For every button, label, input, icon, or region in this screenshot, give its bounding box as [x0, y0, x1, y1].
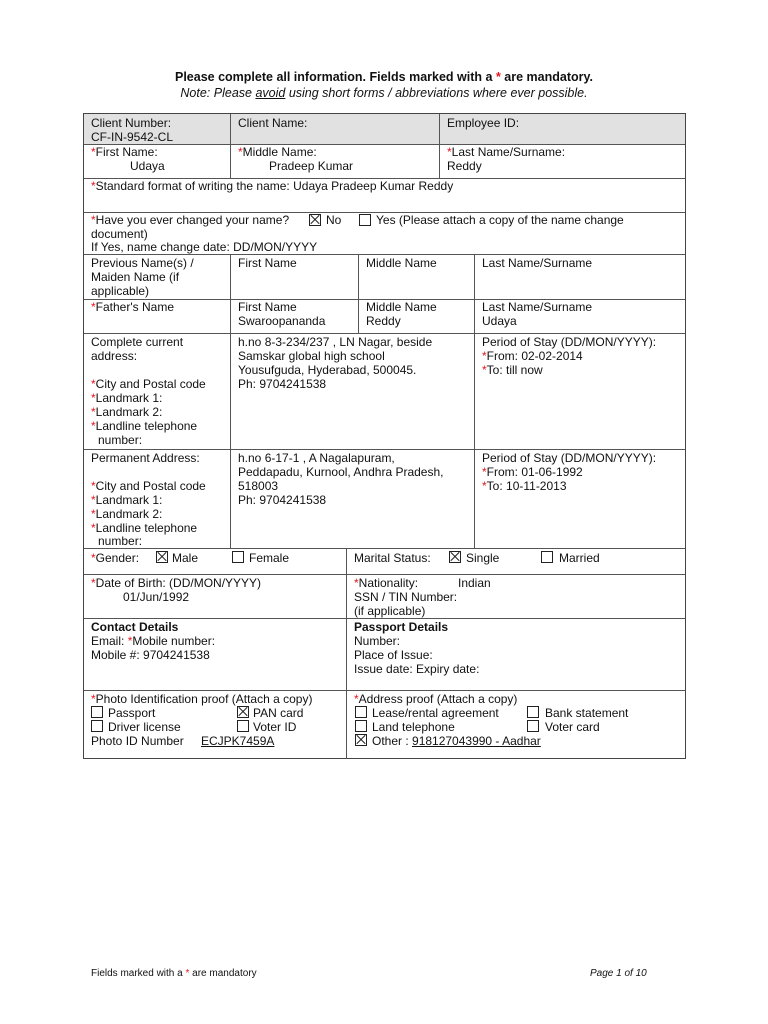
- mobile-number-value: Mobile #: 9704241538: [91, 648, 210, 662]
- asterisk: *: [91, 405, 96, 419]
- current-address-label-2: address:: [91, 349, 138, 363]
- passport-place-label: Place of Issue:: [354, 648, 433, 662]
- nationality-label: [354, 576, 418, 590]
- ssn-note: (if applicable): [354, 604, 426, 618]
- previous-names-label: Previous Name(s) /: [91, 256, 194, 270]
- form-instructions: [0, 70, 768, 84]
- standard-name-text: Standard format of writing the name: Udaya Pradeep Kumar Reddy: [95, 179, 454, 193]
- proof-other-value: 918127043990 - Aadhar: [412, 734, 541, 748]
- photo-id-passport-label: Passport: [108, 706, 156, 720]
- name-change-yes-label: Yes (Please attach a copy of the name change: [376, 213, 624, 227]
- previous-middle-name-label: Middle Name: [366, 256, 437, 270]
- proof-lease-label: Lease/rental agreement: [372, 706, 499, 720]
- proof-voter-label: Voter card: [545, 720, 600, 734]
- middle-name-label: [238, 145, 317, 159]
- row-divider: [84, 144, 685, 145]
- passport-number-label: Number:: [354, 634, 401, 648]
- permanent-stay-to-text: To: 10-11-2013: [486, 479, 567, 493]
- marital-married-label: Married: [559, 551, 600, 565]
- proof-other: [372, 734, 541, 748]
- asterisk: *: [91, 213, 96, 227]
- col-divider: [439, 114, 440, 178]
- gender-female-label: Female: [249, 551, 290, 565]
- asterisk: *: [482, 465, 487, 479]
- note-text-end: using short forms / abbreviations where ever possible.: [285, 86, 588, 100]
- permanent-address-line2: Peddapadu, Kurnool, Andhra Pradesh,: [238, 465, 444, 479]
- ssn-label: SSN / TIN Number:: [354, 590, 458, 604]
- gender-male-checkbox[interactable]: [156, 551, 168, 563]
- asterisk: *: [482, 349, 487, 363]
- photo-id-pan-label: PAN card: [253, 706, 304, 720]
- col-divider: [230, 114, 231, 178]
- permanent-stay-from: [482, 465, 583, 479]
- photo-id-pan-checkbox[interactable]: [237, 706, 249, 718]
- asterisk: *: [91, 145, 96, 159]
- row-divider: [84, 548, 685, 549]
- mobile-label-text: Mobile number:: [132, 634, 216, 648]
- permanent-landline-label: [91, 521, 197, 535]
- permanent-landline-text: Landline telephone: [95, 521, 198, 535]
- asterisk: *: [238, 145, 243, 159]
- current-address-line3: Yousufguda, Hyderabad, 500045.: [238, 363, 417, 377]
- form-note: [0, 86, 768, 100]
- client-information-form: [83, 113, 686, 759]
- father-last-name-value: Udaya: [482, 314, 517, 328]
- marital-married-checkbox[interactable]: [541, 551, 553, 563]
- row-divider: [84, 574, 685, 575]
- header-row-shading: [84, 114, 685, 144]
- permanent-stay-to: [482, 479, 567, 493]
- father-last-name-label: Last Name/Surname: [482, 300, 593, 314]
- asterisk: *: [354, 576, 359, 590]
- marital-status-label: Marital Status:: [354, 551, 431, 565]
- col-divider: [358, 299, 359, 333]
- asterisk: *: [482, 363, 487, 377]
- instructions-text: Please complete all information. Fields marked with a: [175, 70, 496, 84]
- proof-land-telephone-label: Land telephone: [372, 720, 455, 734]
- father-name-label-text: Father's Name: [95, 300, 174, 314]
- proof-voter-checkbox[interactable]: [527, 720, 539, 732]
- photo-id-label: [91, 692, 312, 706]
- gender-female-checkbox[interactable]: [232, 551, 244, 563]
- permanent-address-label: Permanent Address:: [91, 451, 200, 465]
- asterisk: *: [91, 576, 96, 590]
- asterisk: *: [91, 479, 96, 493]
- asterisk: *: [482, 479, 487, 493]
- passport-details-title: Passport Details: [354, 620, 449, 634]
- current-city-label-text: City and Postal code: [95, 377, 206, 391]
- dob-label: [91, 576, 261, 590]
- father-middle-name-value: Reddy: [366, 314, 401, 328]
- asterisk: *: [354, 692, 359, 706]
- asterisk: *: [91, 692, 96, 706]
- gender-label: [91, 551, 139, 565]
- permanent-landmark2-label: [91, 507, 162, 521]
- note-avoid: avoid: [255, 86, 286, 100]
- permanent-landmark1-text: Landmark 1:: [95, 493, 163, 507]
- current-landline-label-2: number:: [98, 433, 143, 447]
- nationality-label-text: Nationality:: [358, 576, 419, 590]
- dob-value: 01/Jun/1992: [123, 590, 190, 604]
- current-address-line1: h.no 8-3-234/237 , LN Nagar, beside: [238, 335, 433, 349]
- asterisk: *: [91, 377, 96, 391]
- last-name-label-text: Last Name/Surname:: [451, 145, 566, 159]
- footer-mandatory-note: [91, 968, 257, 979]
- permanent-stay-label: Period of Stay (DD/MON/YYYY):: [482, 451, 657, 465]
- proof-bank-label: Bank statement: [545, 706, 629, 720]
- current-landline-text: Landline telephone: [95, 419, 198, 433]
- permanent-landline-label-2: number:: [98, 534, 143, 548]
- asterisk: *: [91, 521, 96, 535]
- asterisk: *: [127, 634, 133, 648]
- nationality-value: Indian: [458, 576, 491, 590]
- permanent-city-label: [91, 479, 206, 493]
- asterisk: *: [91, 493, 96, 507]
- passport-dates-label: Issue date: Expiry date:: [354, 662, 480, 676]
- permanent-city-label-text: City and Postal code: [95, 479, 206, 493]
- photo-id-driver-label: Driver license: [108, 720, 181, 734]
- permanent-address-line1: h.no 6-17-1 , A Nagalapuram,: [238, 451, 395, 465]
- page-number: Page 1 of 10: [590, 968, 647, 979]
- current-stay-to-text: To: till now: [486, 363, 543, 377]
- client-name-label: Client Name:: [238, 116, 308, 130]
- current-landmark2-text: Landmark 2:: [95, 405, 163, 419]
- photo-id-voter-checkbox[interactable]: [237, 720, 249, 732]
- last-name-label: [447, 145, 565, 159]
- previous-last-name-label: Last Name/Surname: [482, 256, 593, 270]
- asterisk: *: [91, 391, 96, 405]
- current-stay-label: Period of Stay (DD/MON/YYYY):: [482, 335, 657, 349]
- permanent-address-phone: Ph: 9704241538: [238, 493, 327, 507]
- photo-id-label-text: Photo Identification proof (Attach a copy): [95, 692, 313, 706]
- current-city-label: [91, 377, 206, 391]
- current-address-line2: Samskar global high school: [238, 349, 385, 363]
- father-first-name-label: First Name: [238, 300, 297, 314]
- father-first-name-value: Swaroopananda: [238, 314, 326, 328]
- current-address-phone: Ph: 9704241538: [238, 377, 327, 391]
- contact-details-title: Contact Details: [91, 620, 179, 634]
- middle-name-label-text: Middle Name:: [242, 145, 317, 159]
- middle-name-value: Pradeep Kumar: [269, 159, 354, 173]
- father-name-label: [91, 300, 174, 314]
- asterisk: *: [91, 507, 96, 521]
- previous-names-label-2: Maiden Name (if: [91, 270, 180, 284]
- proof-bank-checkbox[interactable]: [527, 706, 539, 718]
- previous-names-label-3: applicable): [91, 284, 150, 298]
- father-middle-name-label: Middle Name: [366, 300, 437, 314]
- permanent-address-line3: 518003: [238, 479, 279, 493]
- asterisk: *: [447, 145, 452, 159]
- col-divider: [474, 254, 475, 548]
- row-divider: [84, 449, 685, 450]
- row-divider: [84, 254, 685, 255]
- current-stay-from: [482, 349, 583, 363]
- first-name-label-text: First Name:: [95, 145, 158, 159]
- first-name-value: Udaya: [130, 159, 165, 173]
- footer-note-text: Fields marked with a: [91, 968, 186, 979]
- marital-single-checkbox[interactable]: [449, 551, 461, 563]
- permanent-stay-from-text: From: 01-06-1992: [486, 465, 583, 479]
- col-divider: [358, 254, 359, 299]
- row-divider: [84, 618, 685, 619]
- name-change-yes-label-cont: document): [91, 227, 148, 241]
- name-change-question-text: Have you ever changed your name?: [95, 213, 290, 227]
- name-change-no-label: No: [326, 213, 342, 227]
- email-label-text: Email:: [91, 634, 128, 648]
- row-divider: [84, 333, 685, 334]
- standard-name-format: [91, 179, 453, 193]
- footer-note-text-end: are mandatory: [189, 968, 257, 979]
- email-label: [91, 634, 215, 648]
- current-stay-to: [482, 363, 543, 377]
- row-divider: [84, 690, 685, 691]
- photo-id-number-value: ECJPK7459A: [201, 734, 275, 748]
- proof-lease-checkbox[interactable]: [355, 706, 367, 718]
- gender-male-label: Male: [172, 551, 199, 565]
- instructions-text-end: are mandatory.: [500, 70, 593, 84]
- note-text: Note: Please: [180, 86, 256, 100]
- asterisk: *: [495, 70, 501, 84]
- name-change-no-checkbox[interactable]: [309, 214, 321, 226]
- asterisk: *: [91, 419, 96, 433]
- proof-other-label: Other :: [372, 734, 413, 748]
- employee-id-label: Employee ID:: [447, 116, 520, 130]
- name-change-date: If Yes, name change date: DD/MON/YYYY: [91, 240, 318, 254]
- asterisk: *: [185, 968, 190, 979]
- name-change-yes-checkbox[interactable]: [359, 214, 371, 226]
- photo-id-number-label: Photo ID Number: [91, 734, 184, 748]
- current-landmark1-text: Landmark 1:: [95, 391, 163, 405]
- permanent-landmark2-text: Landmark 2:: [95, 507, 163, 521]
- client-number-label: Client Number:: [91, 116, 172, 130]
- address-proof-label-text: Address proof (Attach a copy): [358, 692, 518, 706]
- proof-land-telephone-checkbox[interactable]: [355, 720, 367, 732]
- asterisk: *: [91, 551, 96, 565]
- current-landline-label: [91, 419, 197, 433]
- client-number-value: CF-IN-9542-CL: [91, 130, 174, 144]
- address-proof-label: [354, 692, 517, 706]
- dob-label-text: Date of Birth: (DD/MON/YYYY): [95, 576, 262, 590]
- current-address-label: Complete current: [91, 335, 184, 349]
- marital-single-label: Single: [466, 551, 500, 565]
- col-divider: [230, 254, 231, 548]
- permanent-landmark1-label: [91, 493, 162, 507]
- photo-id-driver-checkbox[interactable]: [91, 720, 103, 732]
- asterisk: *: [91, 179, 96, 193]
- first-name-label: [91, 145, 158, 159]
- col-divider: [346, 548, 347, 759]
- proof-other-checkbox[interactable]: [355, 734, 367, 746]
- current-stay-from-text: From: 02-02-2014: [486, 349, 583, 363]
- current-landmark2-label: [91, 405, 162, 419]
- name-change-question: [91, 213, 289, 227]
- photo-id-voter-label: Voter ID: [253, 720, 297, 734]
- gender-label-text: Gender:: [95, 551, 140, 565]
- last-name-value: Reddy: [447, 159, 482, 173]
- current-landmark1-label: [91, 391, 162, 405]
- asterisk: *: [91, 300, 96, 314]
- previous-first-name-label: First Name: [238, 256, 297, 270]
- photo-id-passport-checkbox[interactable]: [91, 706, 103, 718]
